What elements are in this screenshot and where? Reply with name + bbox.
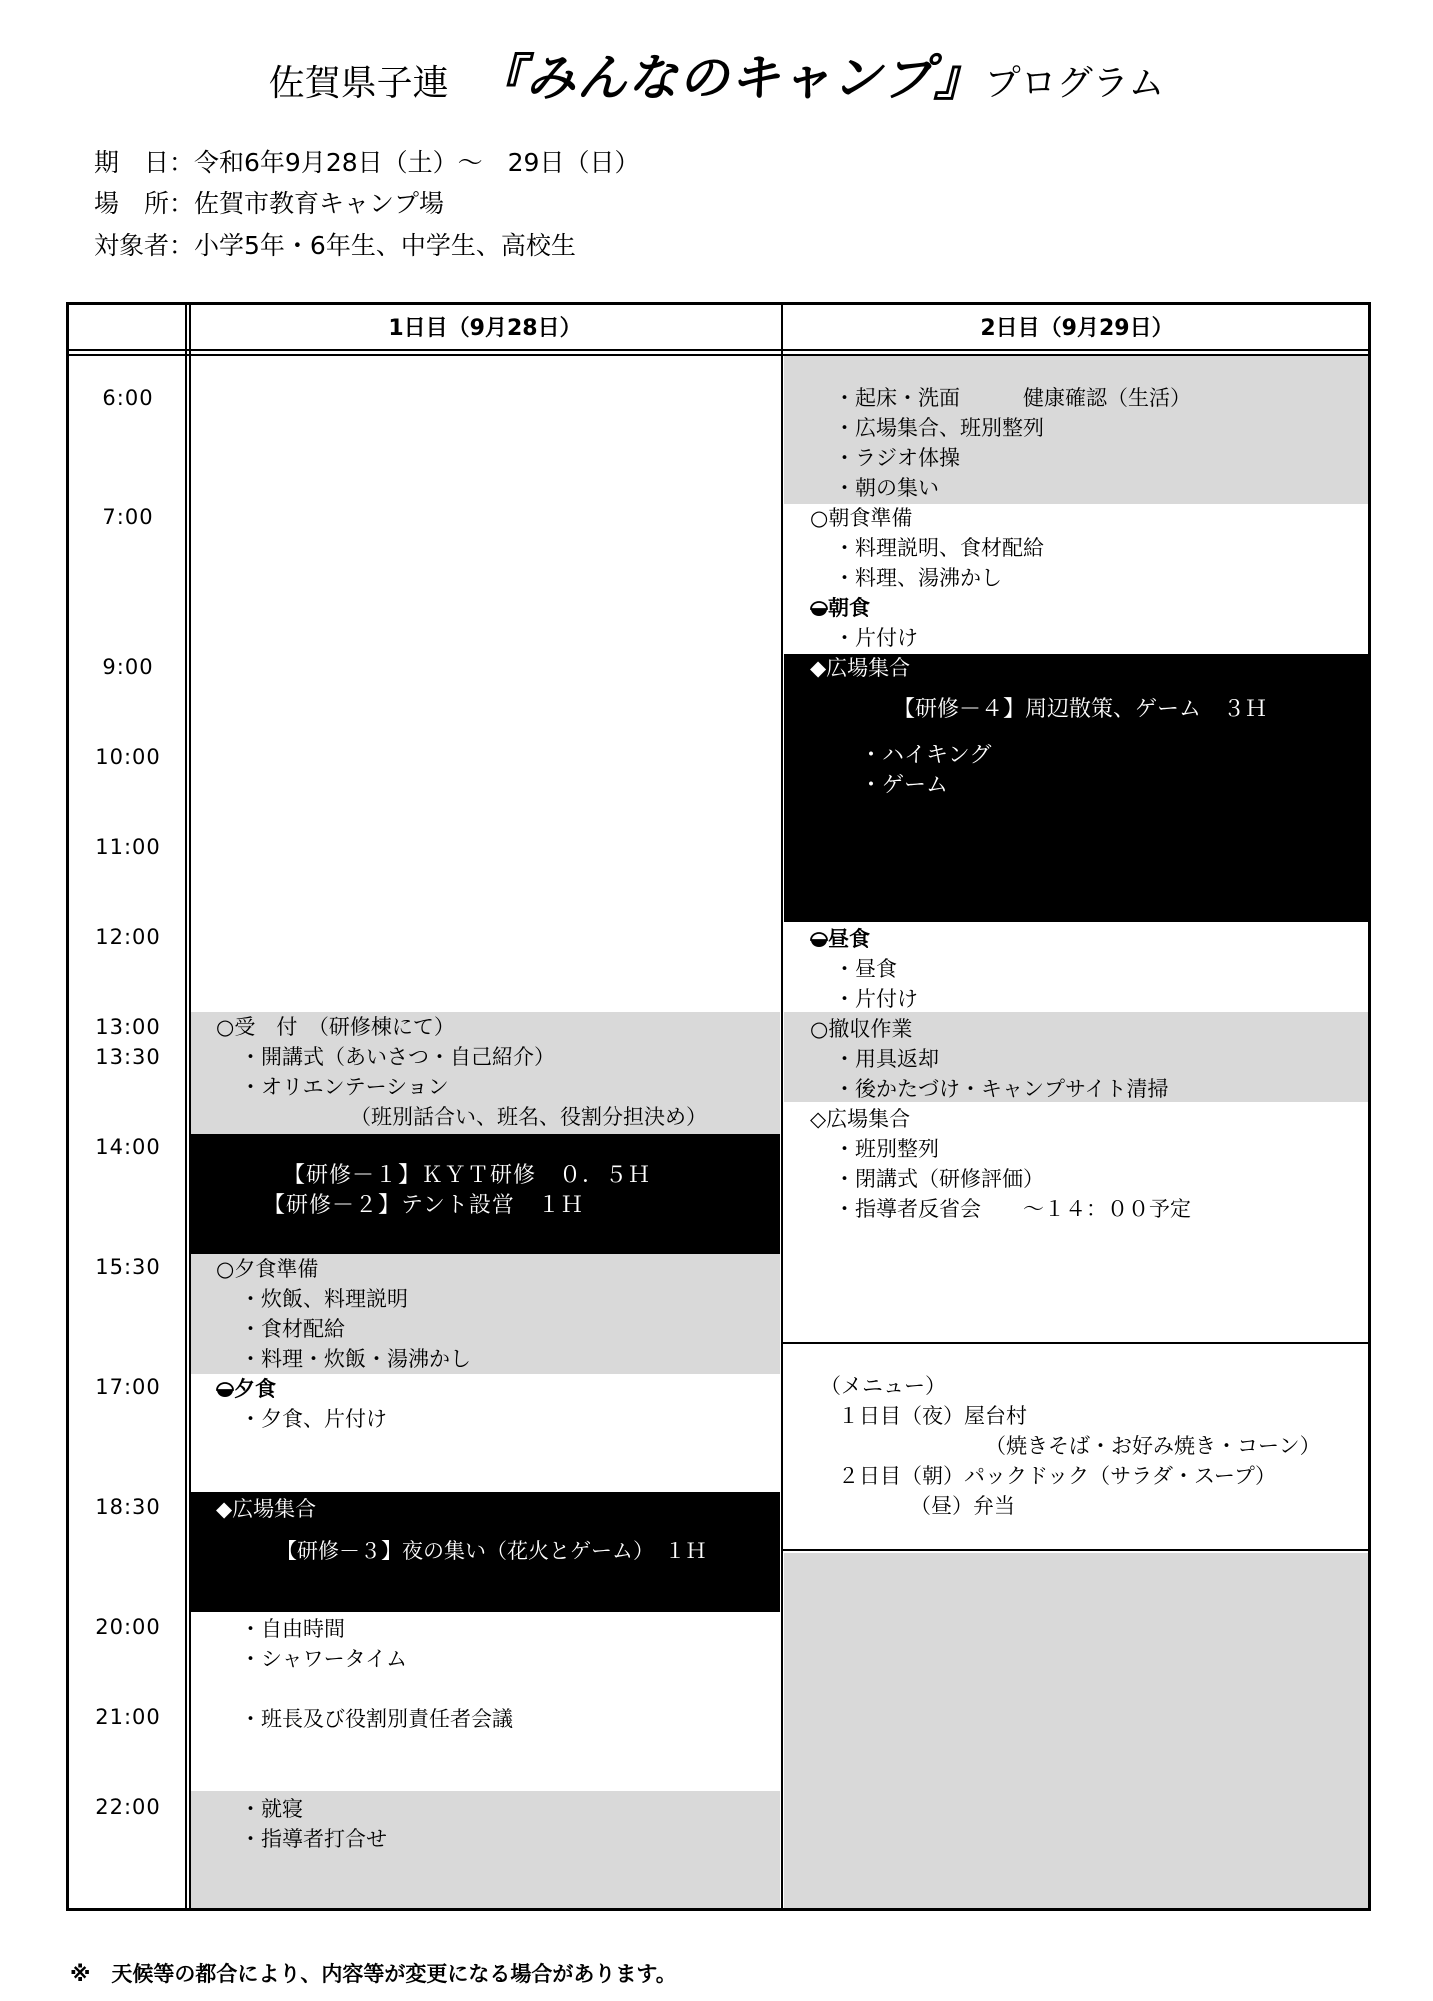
day1-training3: 【研修－３】夜の集い（花火とゲーム） １Ｈ: [276, 1539, 707, 1563]
day1-reception-note: （班別話合い、班名、役割分担決め）: [350, 1105, 707, 1129]
day2-menu-rule: [783, 1549, 1371, 1551]
footer-note: ※ 天候等の都合により、内容等が変更になる場合があります。: [70, 1962, 677, 1986]
day2-closing-item: ・班別整列: [834, 1137, 939, 1161]
day1-reception-item: ・オリエンテーション: [240, 1075, 449, 1099]
info-target-value: 小学5年・6年生、中学生、高校生: [194, 231, 576, 260]
info-place-value: 佐賀市教育キャンプ場: [194, 189, 445, 218]
day1-free-item: ・シャワータイム: [240, 1647, 408, 1671]
day1-training1: 【研修－１】ＫＹＴ研修 ０．５Ｈ: [283, 1163, 652, 1188]
time-label: 6:00: [102, 386, 154, 410]
day2-header: 2日目（9月29日）: [980, 316, 1174, 341]
day1-reception-title: ○受 付 （研修棟にて）: [216, 1015, 455, 1039]
title-camp-name: 『みんなのキャンプ』: [474, 49, 985, 107]
info-place-label: 場 所：: [94, 189, 195, 218]
day2-breakfast-prep-title: ○朝食準備: [810, 506, 913, 530]
day1-dinner-prep-item: ・食材配給: [240, 1317, 345, 1341]
time-label: 12:00: [95, 925, 161, 949]
day1-dinner-prep-item: ・炊飯、料理説明: [240, 1287, 408, 1311]
day1-night-item: ・指導者打合せ: [240, 1827, 387, 1851]
time-label: 13:00: [95, 1015, 161, 1039]
day2-lunch-label: 昼食: [828, 927, 870, 951]
info-date-label: 期 日：: [94, 148, 195, 177]
day2-menu-day2-lunch: （昼）弁当: [910, 1494, 1015, 1518]
info-target-label: 対象者：: [94, 231, 195, 260]
divider-time-col-double: [189, 302, 191, 1911]
day2-morning-item: ・朝の集い: [834, 476, 939, 500]
time-label: 13:30: [95, 1045, 161, 1069]
day2-cleanup-item: ・用具返却: [834, 1047, 939, 1071]
time-label: 20:00: [95, 1615, 161, 1639]
day2-menu-day2-breakfast: ２日目（朝）パックドック（サラダ・スープ）: [838, 1464, 1277, 1488]
time-label: 9:00: [102, 655, 154, 679]
rice-bowl-icon: [810, 932, 828, 948]
day2-breakfast-prep-item: ・料理、湯沸かし: [834, 566, 1002, 590]
time-label: 11:00: [95, 835, 161, 859]
time-label: 10:00: [95, 745, 161, 769]
day2-menu-day1-dinner-detail: （焼きそば・お好み焼き・コーン）: [985, 1434, 1321, 1458]
day2-training-item: ・ゲーム: [860, 773, 949, 798]
rice-bowl-icon: [216, 1382, 234, 1398]
divider-time-col: [185, 302, 187, 1911]
time-label: 18:30: [95, 1495, 161, 1519]
day1-dinner-title: [216, 1375, 276, 1403]
day2-lunch-title: [810, 925, 870, 953]
time-label: 14:00: [95, 1135, 161, 1159]
day1-night-item: ・就寝: [240, 1797, 303, 1821]
rice-bowl-icon: [810, 601, 828, 617]
day2-closing-item: ・指導者反省会 ～１４：００予定: [834, 1197, 1191, 1221]
day2-breakfast-item: ・片付け: [834, 626, 918, 650]
day2-cleanup-item: ・後かたづけ・キャンプサイト清掃: [834, 1077, 1169, 1101]
day2-breakfast-prep-item: ・料理説明、食材配給: [834, 536, 1044, 560]
day2-menu-heading: （メニュー）: [820, 1374, 946, 1398]
day2-training-item: ・ハイキング: [860, 743, 992, 768]
day2-breakfast-label: 朝食: [828, 596, 870, 620]
day1-header: 1日目（9月28日）: [388, 316, 582, 341]
header-rule: [66, 349, 1371, 351]
day1-dinner-item: ・夕食、片付け: [240, 1407, 387, 1431]
day2-closing-item: ・閉講式（研修評価）: [834, 1167, 1044, 1191]
time-label: 15:30: [95, 1255, 161, 1279]
day1-dinner-prep-item: ・料理・炊飯・湯沸かし: [240, 1347, 471, 1371]
time-label: 22:00: [95, 1795, 161, 1819]
day2-lunch-item: ・昼食: [834, 957, 897, 981]
day1-reception-item: ・開講式（あいさつ・自己紹介）: [240, 1045, 555, 1069]
day2-closing-title: ◇広場集合: [810, 1107, 911, 1131]
day2-morning-item: ・広場集合、班別整列: [834, 416, 1044, 440]
time-label: 17:00: [95, 1375, 161, 1399]
info-place: [94, 184, 444, 224]
day2-menu-day1-dinner: １日目（夜）屋台村: [838, 1404, 1027, 1428]
page-title: [0, 48, 1433, 114]
day2-morning-item: ・起床・洗面 健康確認（生活）: [834, 386, 1191, 410]
day2-training-title: ◆広場集合: [810, 656, 911, 680]
day1-dinner-prep-title: ○夕食準備: [216, 1257, 319, 1281]
day2-cleanup-title: ○撤収作業: [810, 1017, 913, 1041]
day2-lunch-item: ・片付け: [834, 987, 918, 1011]
day2-training4: 【研修－４】周辺散策、ゲーム ３Ｈ: [893, 697, 1268, 722]
day1-evening-title: ◆広場集合: [216, 1497, 317, 1521]
time-label: 7:00: [102, 505, 154, 529]
day1-dinner-label: 夕食: [234, 1377, 276, 1401]
day2-morning-item: ・ラジオ体操: [834, 446, 960, 470]
divider-day-col: [781, 302, 783, 1911]
day1-free-item: ・自由時間: [240, 1617, 345, 1641]
title-suffix: プログラム: [984, 63, 1165, 104]
header-rule-double: [66, 354, 1371, 356]
day2-breakfast-title: [810, 594, 870, 622]
info-date-value: 令和6年9月28日（土）～ 29日（日）: [194, 148, 640, 177]
day1-training2: 【研修－２】テント設営 １Ｈ: [263, 1193, 584, 1218]
title-prefix: 佐賀県子連: [268, 63, 449, 104]
day2-closing-rule: [783, 1342, 1371, 1344]
info-target: [94, 226, 576, 266]
day1-meeting: ・班長及び役割別責任者会議: [240, 1707, 513, 1731]
info-date: [94, 143, 639, 183]
time-label: 21:00: [95, 1705, 161, 1729]
